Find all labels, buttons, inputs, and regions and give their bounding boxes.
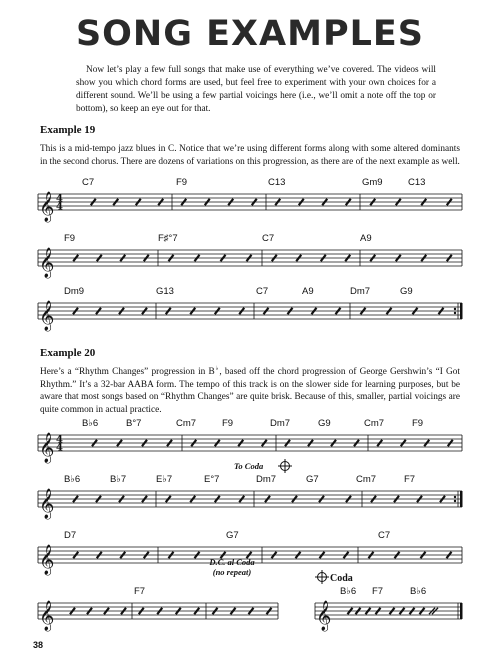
chord-symbol: Dm9 bbox=[64, 286, 85, 297]
chord-symbol: B♭7 bbox=[110, 474, 127, 485]
chord-symbol: A9 bbox=[360, 233, 372, 244]
time-signature-bottom: 4 bbox=[56, 201, 63, 213]
chord-symbol: F9 bbox=[412, 418, 424, 429]
treble-clef-icon: 𝄞 bbox=[316, 601, 332, 631]
staff-system bbox=[38, 432, 462, 464]
chord-symbol: Cm7 bbox=[364, 418, 385, 429]
no-repeat-label: (no repeat) bbox=[212, 567, 252, 577]
repeat-dot bbox=[454, 308, 456, 310]
chord-symbol: C7 bbox=[262, 233, 275, 244]
example20-description-post: , based off the chord progression of George Gershwin’s “I Got Rhythm.” It’s a 32-bar AABA form. The tempo of this track is on the slower side for learning purposes, but be aware that most songs based on “Rhythm Changes” are quite brisk. Because of this, smaller, partial voicings are quite common in actual practice. bbox=[40, 367, 460, 415]
chord-symbol: F7 bbox=[134, 586, 146, 597]
chord-symbol: G13 bbox=[156, 286, 174, 297]
chord-symbol: B♭6 bbox=[64, 474, 81, 485]
chord-symbol: E♭7 bbox=[156, 474, 173, 485]
chord-symbol: C13 bbox=[268, 177, 286, 188]
example19-heading: Example 19 bbox=[40, 124, 96, 136]
time-signature-top: 4 bbox=[56, 434, 63, 446]
time-signature-top: 4 bbox=[56, 193, 63, 205]
treble-clef-icon: 𝄞 bbox=[39, 489, 55, 519]
example19-description: This is a mid-tempo jazz blues in C. Notice that we’re using different forms along with some altered dominants in the second chorus. There are dozens of variations on this progression, as there are of the next example as well. bbox=[40, 144, 460, 167]
treble-clef-icon: 𝄞 bbox=[39, 545, 55, 575]
chord-symbol: C7 bbox=[82, 177, 95, 188]
chord-symbol: F7 bbox=[372, 586, 384, 597]
staff-system bbox=[38, 191, 462, 223]
chord-symbol: F9 bbox=[176, 177, 188, 188]
time-signature-bottom: 4 bbox=[56, 442, 63, 454]
chord-symbol: B♭6 bbox=[340, 586, 357, 597]
dc-al-coda-label: D.C. al Coda bbox=[209, 557, 255, 567]
chord-symbol: F9 bbox=[64, 233, 76, 244]
chord-symbol: B♭6 bbox=[82, 418, 99, 429]
flat-symbol: ♭ bbox=[214, 365, 220, 372]
chord-symbol: Cm7 bbox=[356, 474, 377, 485]
final-bar-thick bbox=[460, 303, 463, 319]
chord-symbol: F7 bbox=[404, 474, 416, 485]
chord-symbol: C7 bbox=[378, 530, 391, 541]
staff-system bbox=[315, 600, 463, 632]
treble-clef-icon: 𝄞 bbox=[39, 601, 55, 631]
page-title: SONG EXAMPLES bbox=[75, 14, 425, 54]
example20-heading: Example 20 bbox=[40, 347, 96, 359]
to-coda-label: To Coda bbox=[234, 461, 264, 471]
staff-system bbox=[38, 247, 462, 279]
chord-symbol: B♭6 bbox=[410, 586, 427, 597]
chord-symbol: F9 bbox=[222, 418, 234, 429]
staff-system bbox=[38, 300, 463, 332]
treble-clef-icon: 𝄞 bbox=[39, 433, 55, 463]
repeat-dot bbox=[454, 312, 456, 314]
chord-symbol: B°7 bbox=[126, 418, 142, 429]
treble-clef-icon: 𝄞 bbox=[39, 192, 55, 222]
final-bar-thick bbox=[460, 491, 463, 507]
chord-symbol: G9 bbox=[400, 286, 413, 297]
chord-symbol: G9 bbox=[318, 418, 331, 429]
chord-symbol: D7 bbox=[64, 530, 77, 541]
treble-clef-icon: 𝄞 bbox=[39, 301, 55, 331]
staff-system bbox=[38, 600, 278, 632]
staff-system bbox=[38, 488, 463, 520]
final-bar-thick bbox=[460, 603, 463, 619]
chord-symbol: F♯°7 bbox=[158, 233, 178, 244]
intro-paragraph: Now let’s play a few full songs that make use of everything we’ve covered. The videos will show you which chord forms are used, but feel free to experiment with your own choices for a different sound. We’ll be using a few partial voicings here (i.e., we’ll omit a note off the top or bottom), so keep an eye out for that. bbox=[76, 65, 436, 114]
repeat-dot bbox=[454, 500, 456, 502]
chord-symbol: Dm7 bbox=[350, 286, 371, 297]
chord-symbol: Dm7 bbox=[270, 418, 291, 429]
chord-symbol: G7 bbox=[306, 474, 319, 485]
chord-symbol: Gm9 bbox=[362, 177, 383, 188]
chord-symbol: C13 bbox=[408, 177, 426, 188]
chord-symbol: Dm7 bbox=[256, 474, 277, 485]
page-number: 38 bbox=[33, 640, 44, 650]
example20-description-pre: Here’s a “Rhythm Changes” progression in B bbox=[40, 367, 215, 377]
chord-symbol: C7 bbox=[256, 286, 269, 297]
repeat-dot bbox=[454, 496, 456, 498]
treble-clef-icon: 𝄞 bbox=[39, 248, 55, 278]
coda-label: Coda bbox=[330, 573, 353, 584]
chord-symbol: E°7 bbox=[204, 474, 220, 485]
chord-symbol: G7 bbox=[226, 530, 239, 541]
chord-symbol: A9 bbox=[302, 286, 314, 297]
chord-symbol: Cm7 bbox=[176, 418, 197, 429]
